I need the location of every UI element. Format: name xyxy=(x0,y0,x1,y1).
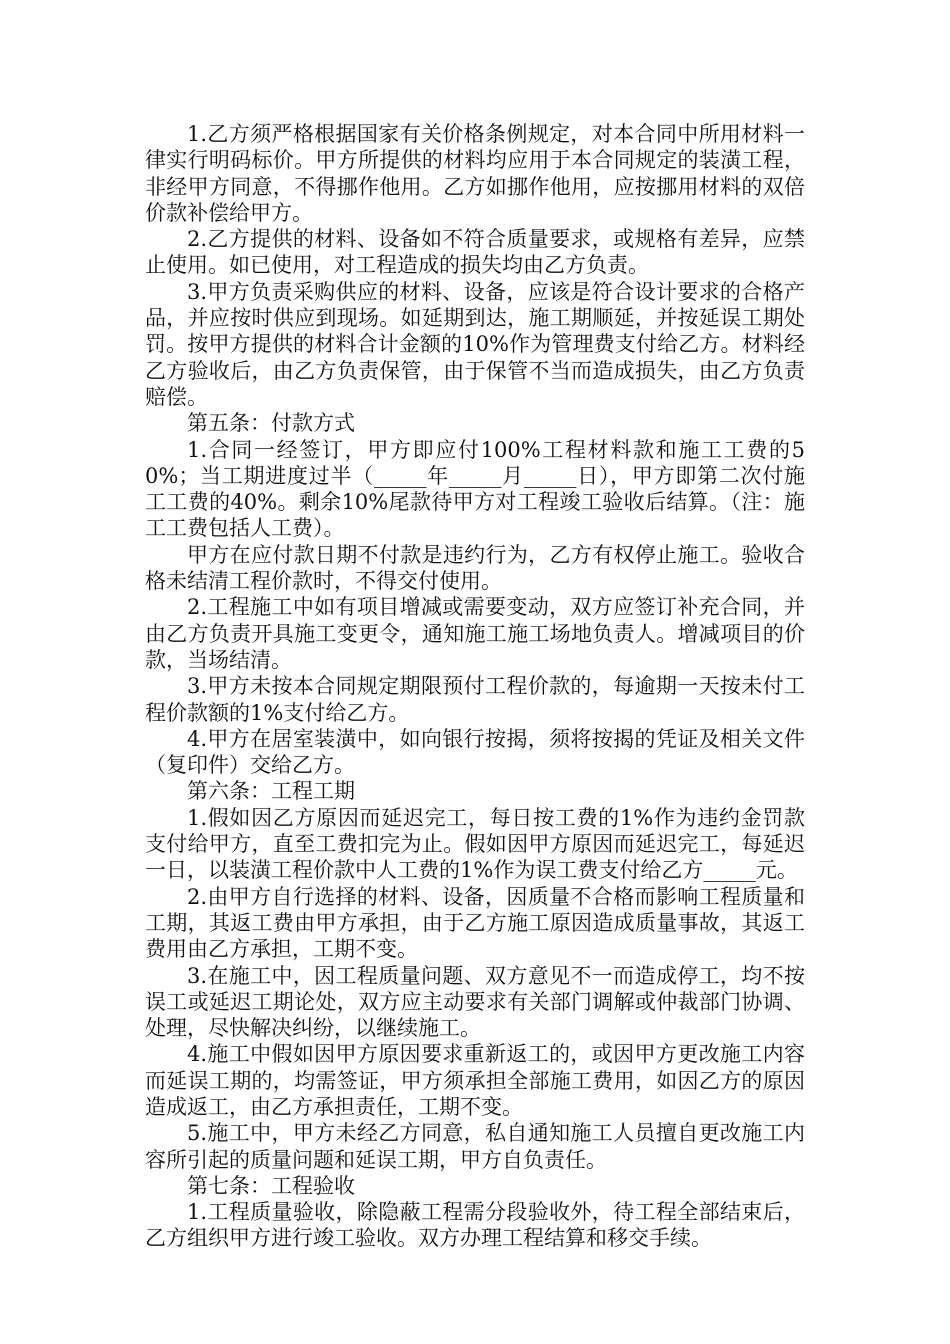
paragraph-payment-schedule: 1.合同一经签订，甲方即应付100%工程材料款和施工工费的50%；当工期进度过半（_____年_____月_____日），甲方即第二次付施工工费的40%。剩余10%尾款待甲方对工程竣工验收后结算。（注：施工工费包括人工费）。 xyxy=(145,437,805,541)
section-heading-schedule: 第六条：工程工期 xyxy=(187,779,355,804)
paragraph-material-quality: 2.乙方提供的材料、设备如不符合质量要求，或规格有差异，应禁止使用。如已使用，对工程造成的损失均由乙方负责。 xyxy=(145,227,805,278)
paragraph-acceptance: 1.工程质量验收，除隐蔽工程需分段验收外，待工程全部结束后，乙方组织甲方进行竣工验收。双方办理工程结算和移交手续。 xyxy=(145,1200,805,1251)
paragraph-delay-penalty: 1.假如因乙方原因而延迟完工，每日按工费的1%作为违约金罚款支付给甲方，直至工费扣完为止。假如因甲方原因而延迟完工，每延迟一日，以装潢工程价款中人工费的1%作为误工费支付给乙方_____元。 xyxy=(145,805,805,883)
paragraph-payment-default: 甲方在应付款日期不付款是违约行为，乙方有权停止施工。验收合格未结清工程价款时，不得交付使用。 xyxy=(145,542,805,594)
paragraph-late-payment: 3.甲方未按本合同规定期限预付工程价款的，每逾期一天按未付工程价款额的1%支付给乙方。 xyxy=(145,674,805,725)
paragraph-rework-request: 4.施工中假如因甲方原因要求重新返工的，或因甲方更改施工内容而延误工期的，均需签证，甲方须承担全部施工费用，如因乙方的原因造成返工，由乙方承担责任，工期不变。 xyxy=(145,1042,805,1119)
paragraph-material-supply: 3.甲方负责采购供应的材料、设备，应该是符合设计要求的合格产品，并应按时供应到现场。如延期到达，施工期顺延，并按延误工期处罚。按甲方提供的材料合计金额的10%作为管理费支付给乙方。材料经乙方验收后，由乙方负责保管，由于保管不当而造成损失，由乙方负责赔偿。 xyxy=(145,279,805,409)
section-heading-payment: 第五条：付款方式 xyxy=(187,411,355,436)
paragraph-mortgage: 4.甲方在居室装潢中，如向银行按揭，须将按揭的凭证及相关文件（复印件）交给乙方。 xyxy=(145,726,805,778)
paragraph-material-pricing: 1.乙方须严格根据国家有关价格条例规定，对本合同中所用材料一律实行明码标价。甲方所提供的材料均应用于本合同规定的装潢工程，非经甲方同意，不得挪作他用。乙方如挪作他用，应按挪用材料的双倍价款补偿给甲方。 xyxy=(145,122,805,225)
document-body xyxy=(145,121,805,1252)
paragraph-change-order: 2.工程施工中如有项目增减或需要变动，双方应签订补充合同，并由乙方负责开具施工变更令，通知施工施工场地负责人。增减项目的价款，当场结清。 xyxy=(145,595,805,672)
paragraph-dispute: 3.在施工中，因工程质量问题、双方意见不一而造成停工，均不按误工或延迟工期论处，双方应主动要求有关部门调解或仲裁部门协调、处理，尽快解决纠纷，以继续施工。 xyxy=(145,963,805,1041)
paragraph-rework-cost: 2.由甲方自行选择的材料、设备，因质量不合格而影响工程质量和工期，其返工费由甲方承担，由于乙方施工原因造成质量事故，其返工费用由乙方承担，工期不变。 xyxy=(145,884,805,962)
section-heading-acceptance: 第七条：工程验收 xyxy=(187,1173,355,1198)
paragraph-unauthorized-change: 5.施工中，甲方未经乙方同意，私自通知施工人员擅自更改施工内容所引起的质量问题和延误工期，甲方自负责任。 xyxy=(145,1121,805,1172)
